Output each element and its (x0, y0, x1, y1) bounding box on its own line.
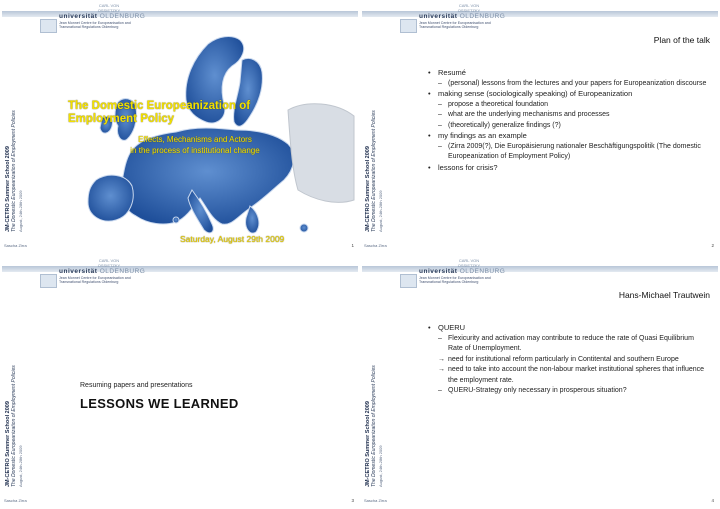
institute-logo-icon (40, 19, 57, 33)
school-name: JM-CETRO Summer School 2009 (365, 401, 371, 487)
topic-name: The Domestic Europeanization of Employment Policies (11, 110, 17, 232)
presentation-date: Saturday, August 29th 2009 (180, 234, 285, 244)
university-logo (419, 13, 505, 20)
crest-text: CARL VON OSSIETZKY (457, 258, 481, 268)
slide-heading: Hans-Michael Trautwein (618, 290, 710, 300)
school-name: JM-CETRO Summer School 2009 (365, 146, 371, 232)
page-number: 2 (711, 243, 714, 248)
sub-bullet-item: – (personal) lessons from the lectures and your papers for Europeanization discourse (426, 79, 708, 90)
header-band (362, 11, 718, 17)
topic-name: The Domestic Europeanization of Employment Policies (371, 365, 377, 487)
presentation-subtitle (120, 134, 270, 156)
slide-4 (362, 257, 718, 507)
slide-header (362, 257, 718, 287)
sidebar-vertical (362, 287, 392, 487)
school-dates: August, 24th-28th 2009 (18, 190, 23, 232)
topic-name: The Domestic Europeanization of Employment Policies (11, 365, 17, 487)
institute-name: Jean Monnet Centre for Europeanisation and Transnational Regulations Oldenburg (59, 21, 131, 29)
city-word: OLDENBURG (459, 268, 506, 275)
header-band (2, 11, 358, 17)
header-band (362, 266, 718, 272)
university-word: universität (59, 13, 98, 20)
sub-bullet-item: → need to take into account the non-labour market institutional spheres that influence the employment rate. (426, 365, 708, 386)
sub-bullet-item: – (Zirra 2009(?), Die Europäisierung nationaler Beschäftigungspolitik (The domestic Europeanization of Employment Policy) (426, 142, 708, 163)
slide-header (2, 2, 358, 32)
bullet-list (426, 323, 708, 397)
section-title: LESSONS WE LEARNED (80, 396, 239, 411)
author-name: Sascha Zirra (364, 498, 387, 503)
slide-header (2, 257, 358, 287)
bullet-item: • QUERU (426, 323, 708, 334)
slide-header (362, 2, 718, 32)
presentation-title: The Domestic Europeanization of Employment Policy (68, 100, 251, 125)
sub-bullet-item: – (theoretically) generalize findings (?) (426, 121, 708, 132)
university-word: universität (419, 13, 458, 20)
bullet-list (426, 68, 708, 173)
sidebar-vertical (2, 287, 32, 487)
page-number: 4 (711, 498, 714, 503)
page-number: 1 (351, 243, 354, 248)
school-name: JM-CETRO Summer School 2009 (5, 401, 11, 487)
school-dates: August, 24th-28th 2009 (378, 190, 383, 232)
institute-name: Jean Monnet Centre for Europeanisation and Transnational Regulations Oldenburg (419, 21, 491, 29)
institute-logo-icon (40, 274, 57, 288)
topic-name: The Domestic Europeanization of Employment Policies (371, 110, 377, 232)
author-name: Sascha Zirra (4, 498, 27, 503)
crest-text: CARL VON OSSIETZKY (457, 3, 481, 13)
subtitle-line-1: Effects, Mechanisms and Actors (138, 135, 252, 144)
crest-text: CARL VON OSSIETZKY (97, 3, 121, 13)
header-band (2, 266, 358, 272)
sidebar-vertical (362, 32, 392, 232)
bullet-item: • lessons for crisis? (426, 163, 708, 174)
sub-bullet-item: – what are the underlying mechanisms and processes (426, 110, 708, 121)
slide-heading: Plan of the talk (653, 35, 710, 45)
author-name: Sascha Zirra (4, 243, 27, 248)
university-logo (419, 268, 505, 275)
city-word: OLDENBURG (99, 13, 146, 20)
sub-bullet-item: – Flexicurity and activation may contribute to reduce the rate of Quasi Equilibrium Rate of Unemployment. (426, 334, 708, 355)
author-name: Sascha Zirra (364, 243, 387, 248)
school-dates: August, 24th-28th 2009 (378, 445, 383, 487)
sidebar-vertical (2, 32, 32, 232)
slide-2 (362, 2, 718, 252)
institute-logo-icon (400, 19, 417, 33)
page-number: 3 (351, 498, 354, 503)
university-word: universität (59, 268, 98, 275)
city-word: OLDENBURG (459, 13, 506, 20)
sub-bullet-item: → need for institutional reform particularly in Contitental and southern Europe (426, 355, 708, 366)
section-subtitle: Resuming papers and presentations (80, 382, 193, 389)
sub-bullet-item: – propose a theoretical foundation (426, 100, 708, 111)
bullet-item: • making sense (sociologically speaking) of Europeanization (426, 89, 708, 100)
institute-name: Jean Monnet Centre for Europeanisation and Transnational Regulations Oldenburg (419, 276, 491, 284)
city-word: OLDENBURG (99, 268, 146, 275)
slide-1 (2, 2, 358, 252)
sub-bullet-item: – QUERU-Strategy only necessary in prosperous situation? (426, 386, 708, 397)
bullet-item: • Resumé (426, 68, 708, 79)
subtitle-line-2: in the process of institutional change (130, 146, 260, 155)
institute-name: Jean Monnet Centre for Europeanisation and Transnational Regulations Oldenburg (59, 276, 131, 284)
school-dates: August, 24th-28th 2009 (18, 445, 23, 487)
slide-3 (2, 257, 358, 507)
school-name: JM-CETRO Summer School 2009 (5, 146, 11, 232)
crest-text: CARL VON OSSIETZKY (97, 258, 121, 268)
bullet-item: • my findings as an example (426, 131, 708, 142)
institute-logo-icon (400, 274, 417, 288)
university-logo (59, 268, 145, 275)
university-word: universität (419, 268, 458, 275)
university-logo (59, 13, 145, 20)
